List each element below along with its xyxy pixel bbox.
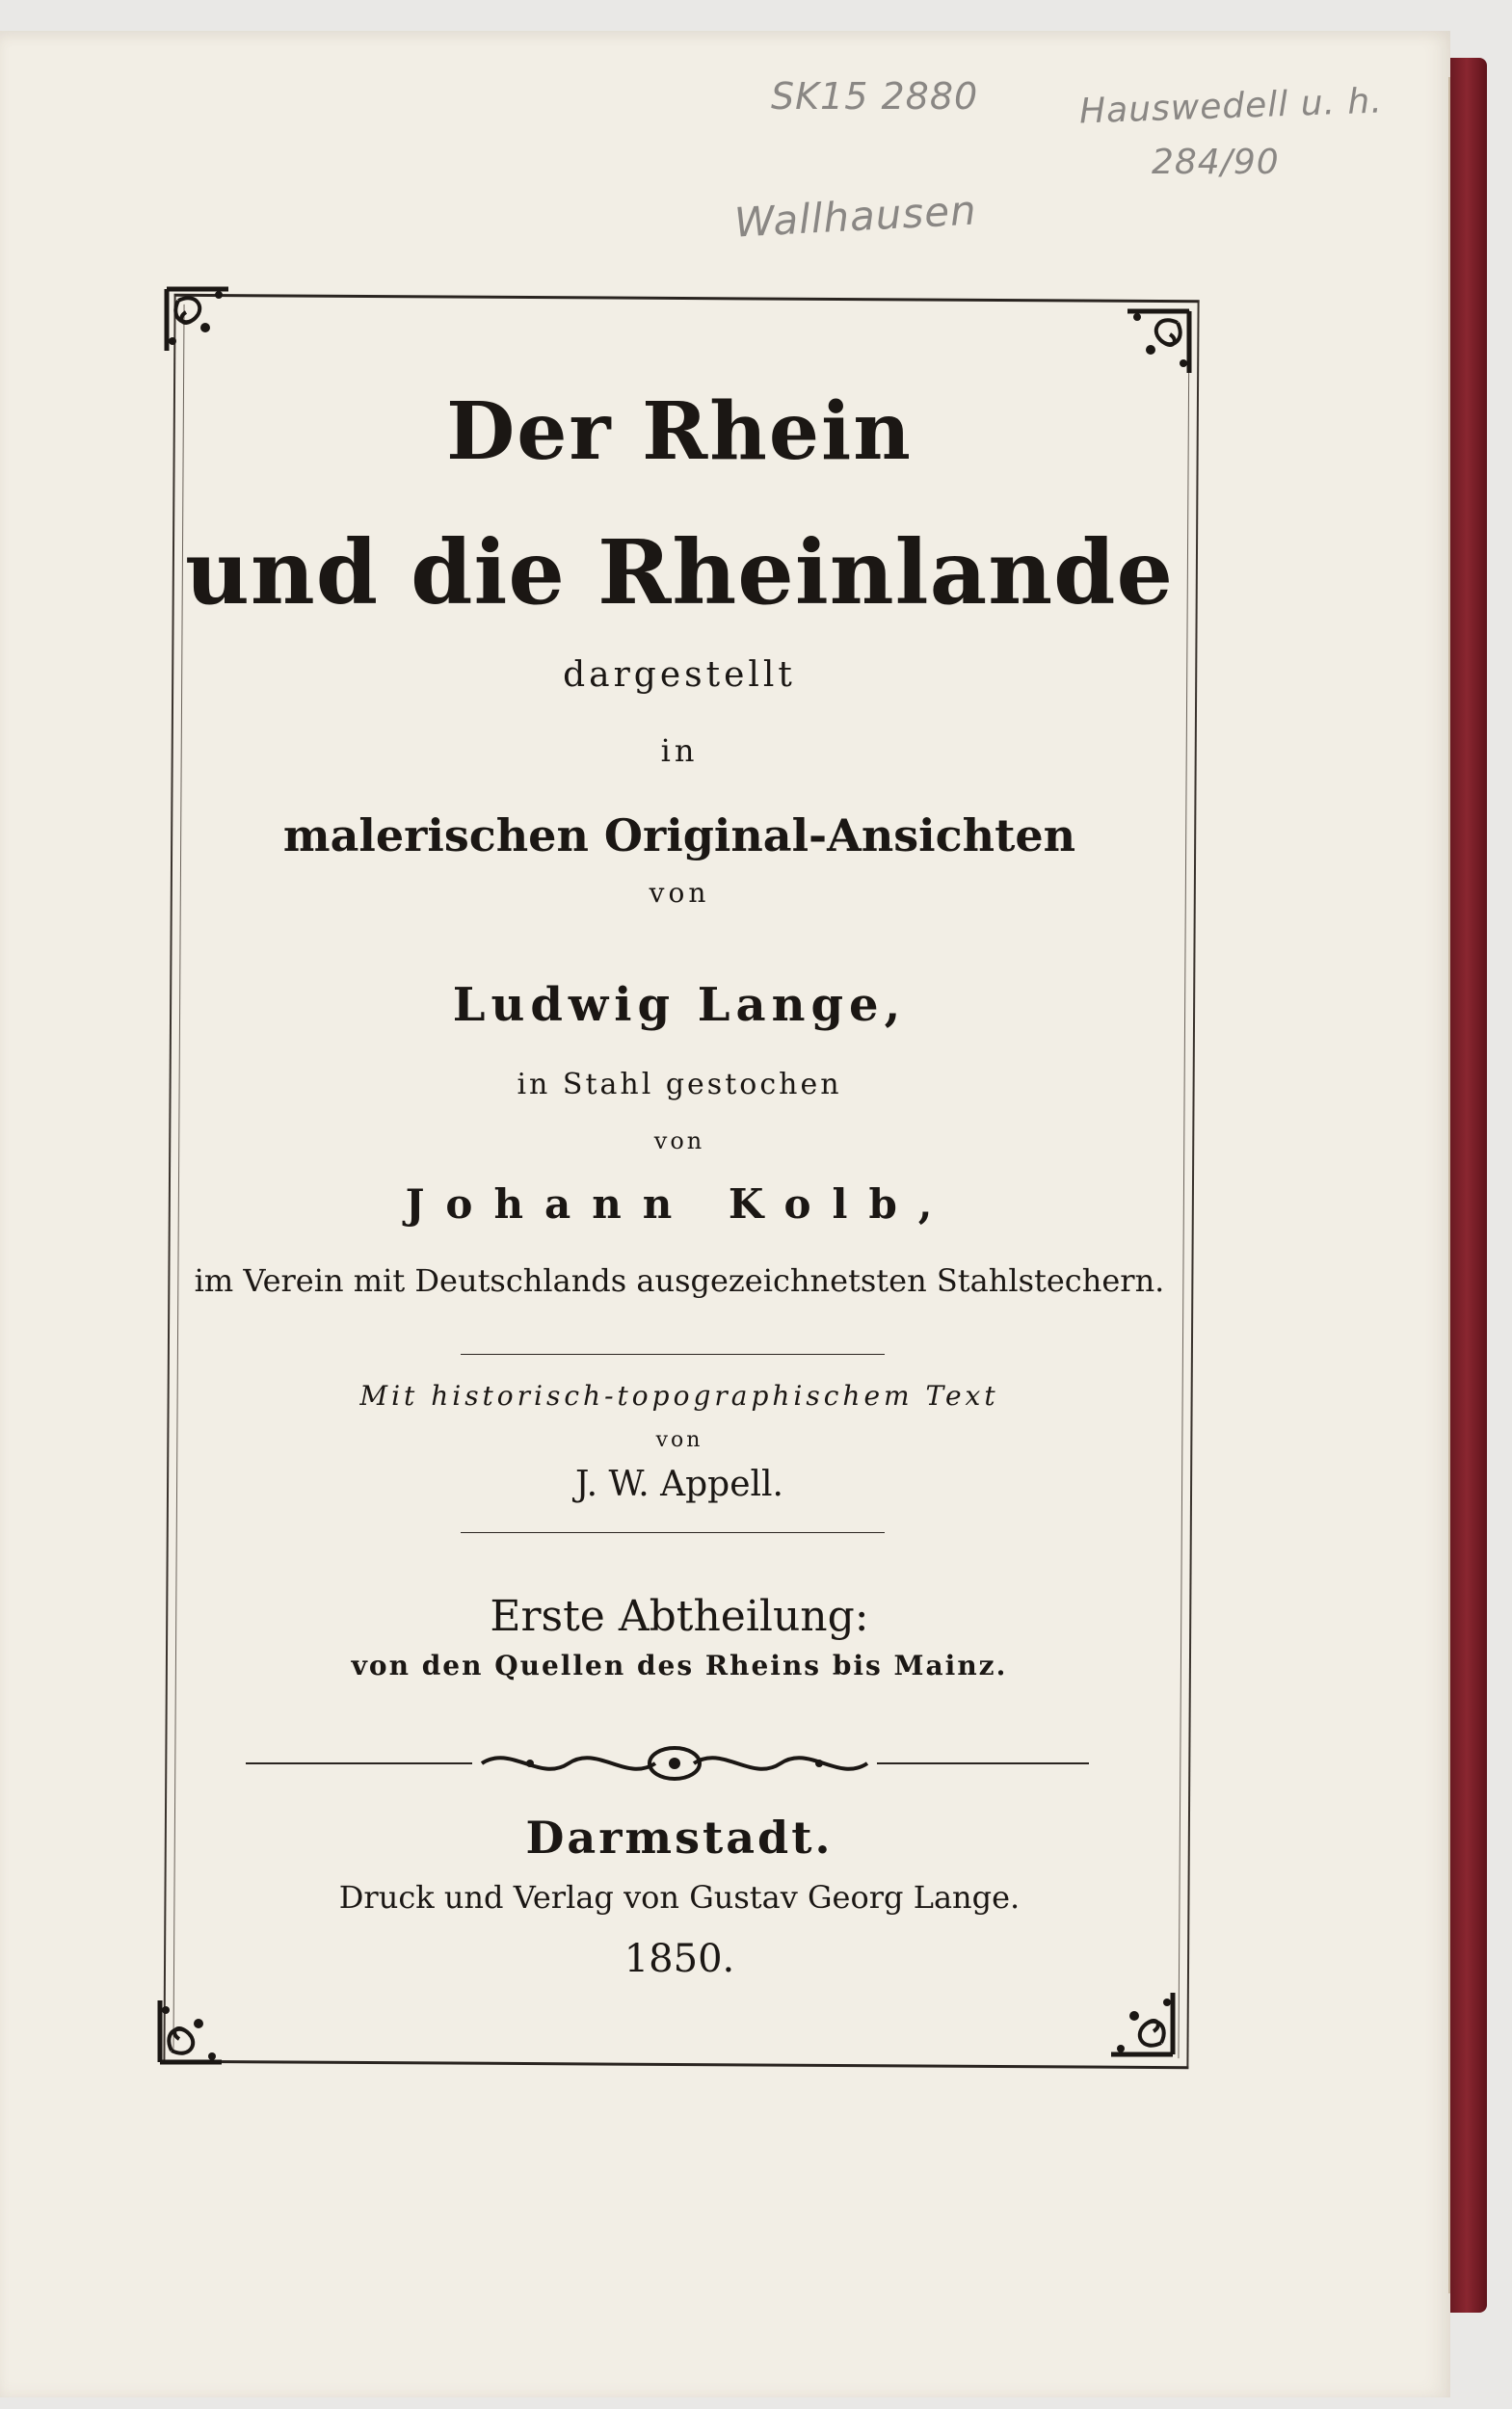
verein-text: im Verein mit Deutschlands ausgezeichnetsten Stahlstechern.	[194, 1262, 1165, 1299]
corner-ornament-top-right-icon	[1120, 304, 1197, 381]
malerischen-text: malerischen Original-Ansichten	[282, 809, 1076, 861]
corner-ornament-bottom-right-icon	[1103, 1985, 1180, 2062]
dargestellt-text: dargestellt	[563, 655, 796, 695]
engraver-name: Johann Kolb,	[405, 1180, 954, 1228]
part-heading: Erste Abtheilung:	[490, 1592, 869, 1641]
title-line-2: und die Rheinlande	[184, 520, 1174, 624]
divider-2	[461, 1532, 885, 1533]
dealer-annotation: Hauswedell u. h.	[1078, 81, 1384, 132]
shelfmark-annotation: SK15 2880	[771, 75, 979, 118]
von-text-2: von	[653, 1127, 705, 1154]
imprint-publisher: Druck und Verlag von Gustav Georg Lange.	[338, 1879, 1021, 1916]
book-cover-edge	[1450, 58, 1487, 2313]
von-text-3: von	[655, 1428, 703, 1452]
imprint-year: 1850.	[623, 1937, 735, 1981]
corner-ornament-top-left-icon	[159, 281, 236, 358]
ornamental-divider-icon	[472, 1739, 877, 1787]
artist-name: Ludwig Lange,	[452, 978, 907, 1032]
author-name: J. W. Appell.	[575, 1465, 783, 1504]
von-text-1: von	[649, 877, 710, 909]
number-annotation: 284/90	[1152, 143, 1280, 182]
imprint-city: Darmstadt.	[525, 1812, 834, 1864]
part-subtitle: von den Quellen des Rheins bis Mainz.	[351, 1650, 1008, 1681]
text-description: Mit historisch-topographischem Text	[359, 1380, 999, 1412]
divider-1	[461, 1354, 885, 1355]
stahl-text: in Stahl gestochen	[517, 1068, 842, 1101]
corner-ornament-bottom-left-icon	[152, 1993, 229, 2070]
in-text: in	[660, 732, 699, 769]
title-line-1: Der Rhein	[446, 385, 913, 478]
name-annotation: Wallhausen	[732, 186, 978, 247]
